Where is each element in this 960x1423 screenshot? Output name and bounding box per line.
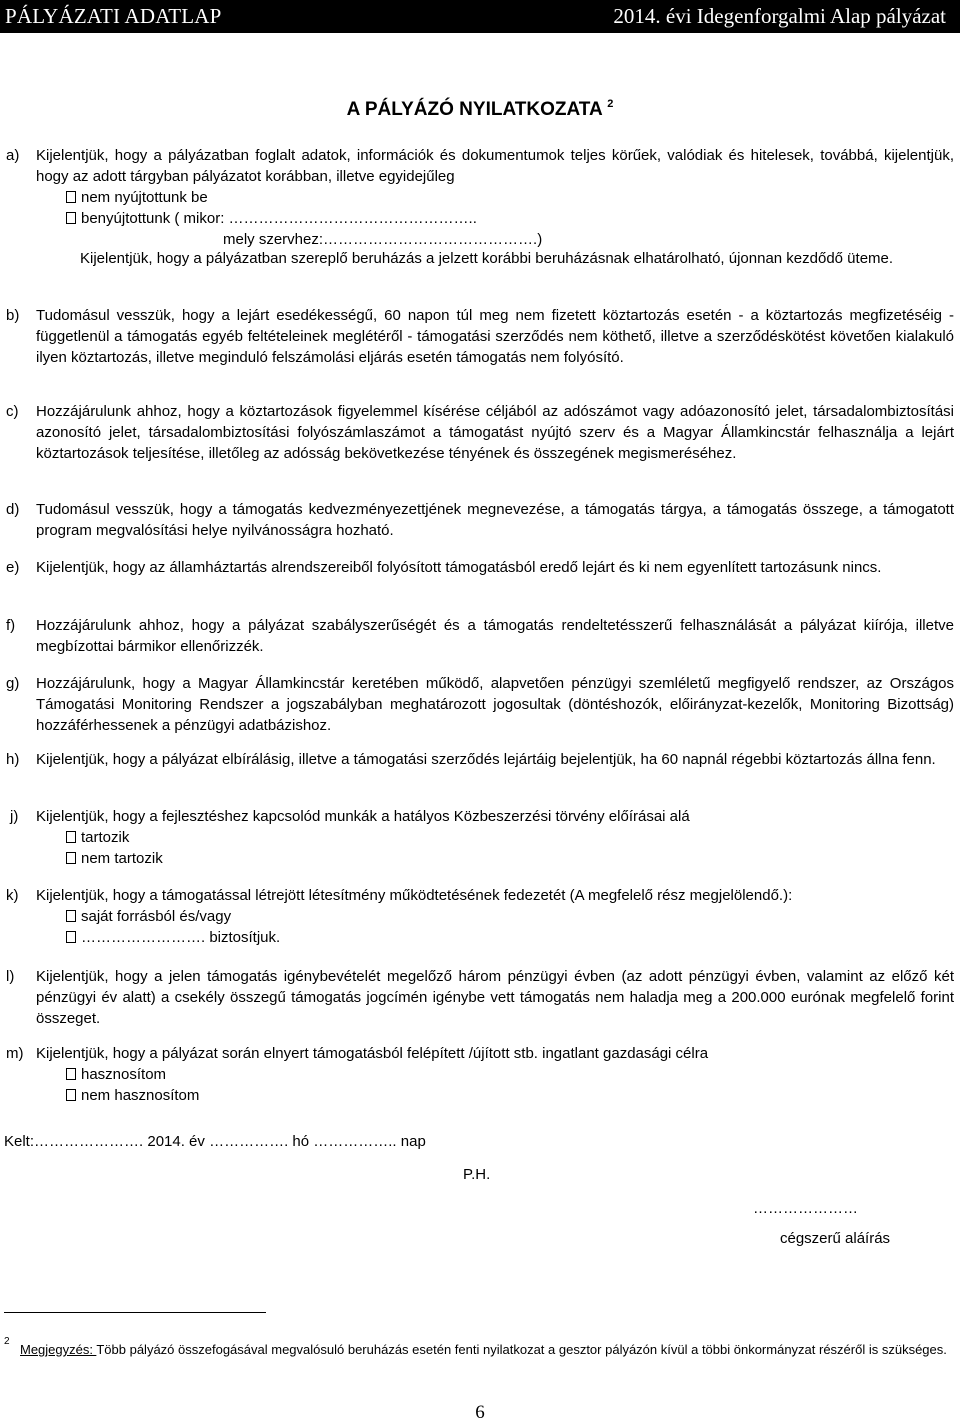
statement-m <box>6 1043 954 1064</box>
option-submitted[interactable] <box>66 208 477 229</box>
checkbox-icon[interactable] <box>66 910 76 922</box>
statement-text: Kijelentjük, hogy a pályázatban foglalt adatok, információk és dokumentumok teljes körűek, valódiak és hitelesek, továbbá, kijelentjük, hogy az adott tárgyban pályázatot korábban, illetve egyidejűleg <box>36 147 954 185</box>
statement-text: Kijelentjük, hogy a pályázat során elnyert támogatásból felépített /újított stb. ingatlant gazdasági célra <box>36 1045 709 1062</box>
statement-label: k) <box>6 887 19 904</box>
footnote <box>4 1336 956 1360</box>
title-text: A PÁLYÁZÓ NYILATKOZATA <box>346 99 603 120</box>
statement-text: Kijelentjük, hogy a jelen támogatás igénybevételét megelőző három pénzügyi évben (az adott pénzügyi évben, valamint az előző két pénzügyi év alatt) a csekély összegű támogatás jogcímén igénybe vett támogatás nem haladja meg a 200.000 eurónak megfelelő forint összeget. <box>36 968 954 1027</box>
signature-caption: cégszerű aláírás <box>780 1230 891 1247</box>
statement-label: m) <box>6 1045 24 1062</box>
footnote-divider <box>4 1312 266 1313</box>
statement-text: Kijelentjük, hogy az államháztartás alrendszereiből folyósított támogatásból eredő lejárt és ki nem egyenlített tartozásunk nincs. <box>36 559 882 576</box>
option-label: nem hasznosítom <box>81 1087 200 1104</box>
statement-k <box>6 885 954 906</box>
statement-g <box>6 673 954 736</box>
option-not-submitted[interactable] <box>66 187 208 208</box>
statement-text: Kijelentjük, hogy a támogatással létrejött létesítmény működtetésének fedezetét (A megfelelő rész megjelölendő.): <box>36 887 793 904</box>
option-label: benyújtottunk ( mikor: ………………………………………….. <box>81 210 477 227</box>
statement-text: Hozzájárulunk, hogy a Magyar Államkincstár keretében működő, alapvetően pénzügyi szemléletű megfigyelő rendszer, az Országos Támogatási Monitoring Rendszer a jogszabályban meghatározott jogosultak (döntéshozók, előirányzat-kezelők, Monitoring Bizottság) hozzáférhessenek a pénzügyi adatbázishoz. <box>36 675 954 734</box>
statement-text: Kijelentjük, hogy a pályázat elbírálásig, illetve a támogatási szerződés lejártáig bejelentjük, ha 60 napnál régebbi köztartozás állna fenn. <box>36 751 936 768</box>
header-subtitle: 2014. évi Idegenforgalmi Alap pályázat <box>613 4 946 28</box>
statement-l <box>6 966 954 1029</box>
checkbox-icon[interactable] <box>66 212 76 224</box>
statement-a-extra: Kijelentjük, hogy a pályázatban szereplő beruházás a jelzett korábbi beruházásnak elhatárolható, újonnan kezdődő üteme. <box>80 250 894 267</box>
statement-b <box>6 305 954 368</box>
statement-label: h) <box>6 751 20 768</box>
statement-label: l) <box>6 968 15 985</box>
option-applies[interactable] <box>66 827 129 848</box>
option-label: nem nyújtottunk be <box>81 189 208 206</box>
option-label: saját forrásból és/vagy <box>81 908 232 925</box>
option-label: nem tartozik <box>81 850 163 867</box>
statement-label: a) <box>6 147 20 164</box>
statement-f <box>6 615 954 657</box>
option-not-utilize[interactable] <box>66 1085 199 1106</box>
statement-a <box>6 145 954 187</box>
checkbox-icon[interactable] <box>66 191 76 203</box>
statement-label: g) <box>6 675 20 692</box>
option-own-source[interactable] <box>66 906 231 927</box>
statement-j <box>6 806 954 827</box>
header-title: PÁLYÁZATI ADATLAP <box>5 4 222 28</box>
statement-text: Tudomásul vesszük, hogy a lejárt esedékességű, 60 napon túl meg nem fizetett köztartozás esetén - a köztartozás megfizetéséig - függetlenül a támogatás egyéb feltételeinek meglétéről - támogatási szerződés nem köthető, illetve a szerződéskötést követően kialakuló ilyen köztartozás, illetve meginduló felszámolási eljárás esetén támogatás nem folyósító. <box>36 307 954 366</box>
signature-line[interactable]: ………………… <box>753 1200 858 1217</box>
statement-text: Hozzájárulunk ahhoz, hogy a pályázat szabályszerűségét és a támogatás rendeltetésszerű felhasználását a pályázat kiírója, illetve megbízottai bármikor ellenőrizzék. <box>36 617 954 655</box>
statement-d <box>6 499 954 541</box>
option-label: ……………………. biztosítjuk. <box>81 929 281 946</box>
statement-text: Tudomásul vesszük, hogy a támogatás kedvezményezettjének megnevezése, a támogatás tárgya, a támogatás összege, a támogatott program megvalósítási helye nyilvánosságra hozható. <box>36 501 954 539</box>
statement-c <box>6 401 954 464</box>
statement-label: f) <box>6 617 16 634</box>
statement-text: Kijelentjük, hogy a fejlesztéshez kapcsolód munkák a hatályos Közbeszerzési törvény előírásai alá <box>36 808 690 825</box>
page-header <box>0 0 960 33</box>
option-other-source[interactable] <box>66 927 280 948</box>
checkbox-icon[interactable] <box>66 1089 76 1101</box>
statement-label: c) <box>6 403 19 420</box>
checkbox-icon[interactable] <box>66 1068 76 1080</box>
stamp-placeholder: P.H. <box>463 1166 491 1183</box>
footnote-label: Megjegyzés: <box>20 1342 97 1357</box>
date-line[interactable]: Kelt:…………………. 2014. év ……………. hó …………….. nap <box>4 1133 426 1150</box>
checkbox-icon[interactable] <box>66 852 76 864</box>
statement-label: b) <box>6 307 20 324</box>
footnote-text: Több pályázó összefogásával megvalósuló beruházás esetén fenti nyilatkozat a gesztor pályázón kívül a többi önkormányzat részéről is szükséges. <box>96 1342 947 1357</box>
statement-label: j) <box>10 808 19 825</box>
statement-label: d) <box>6 501 20 518</box>
page-number: 6 <box>475 1402 485 1423</box>
title-footnote-mark: 2 <box>607 98 614 110</box>
page-title <box>0 98 960 122</box>
option-label: tartozik <box>81 829 130 846</box>
submitted-agency-line: mely szervhez:…………………………………….) <box>223 231 543 248</box>
option-utilize[interactable] <box>66 1064 166 1085</box>
footnote-mark: 2 <box>4 1336 10 1347</box>
checkbox-icon[interactable] <box>66 831 76 843</box>
statement-text: Hozzájárulunk ahhoz, hogy a köztartozások figyelemmel kísérése céljából az adószámot vagy adóazonosító jelet, társadalombiztosítási azonosító jelet, társadalombiztosítási folyószámlaszámot a támogatást nyújtó szerv és a Magyar Államkincstár felhasználja a lejárt köztartozások teljesítése, illetőleg az adósság bekövetkezése tényének és összegének megismeréséhez. <box>36 403 954 462</box>
option-label: hasznosítom <box>81 1066 167 1083</box>
option-not-applies[interactable] <box>66 848 163 869</box>
statement-e <box>6 557 954 578</box>
statement-h <box>6 749 954 770</box>
statement-label: e) <box>6 559 20 576</box>
checkbox-icon[interactable] <box>66 931 76 943</box>
